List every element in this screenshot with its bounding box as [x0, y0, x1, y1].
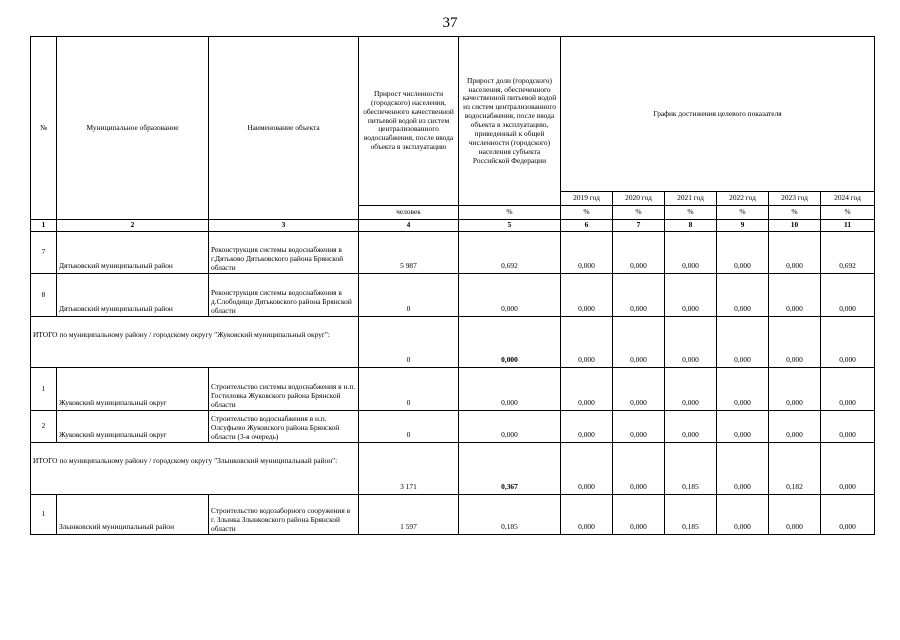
row-number: 1: [31, 495, 57, 535]
year-value-cell: 0,000: [613, 274, 665, 317]
header-population-growth: Прирост численности (городского) населения, обеспеченного качественной питьевой водой из систем централизованного водоснабжения, после ввода объекта в эксплуатацию: [359, 37, 459, 206]
year-value-cell: 0,000: [717, 232, 769, 274]
municipality-cell: Дятьковский муниципальный район: [57, 274, 209, 317]
table-row: [31, 411, 875, 443]
header-year: 2024 год: [821, 192, 875, 206]
total-share-growth: 0,000: [459, 317, 561, 368]
header-unit-year: %: [613, 206, 665, 220]
year-value-cell: 0,000: [613, 495, 665, 535]
column-number: 8: [665, 220, 717, 232]
year-value-cell: 0,000: [769, 232, 821, 274]
header-share-growth: Прирост доли (городского) населения, обеспеченного качественной питьевой водой из систем централизованного водоснабжения, после ввода объекта в эксплуатацию, приведенный к общей численности (городского) населения субъекта Российской Федерации: [459, 37, 561, 206]
header-year: 2020 год: [613, 192, 665, 206]
column-number: 9: [717, 220, 769, 232]
year-value-cell: 0,000: [561, 495, 613, 535]
header-unit-year: %: [717, 206, 769, 220]
header-unit-year: %: [769, 206, 821, 220]
row-number: 8: [31, 274, 57, 317]
population-growth-cell: 0: [359, 368, 459, 411]
year-value-cell: 0,000: [665, 274, 717, 317]
year-value-cell: 0,000: [717, 274, 769, 317]
population-growth-cell: 1 597: [359, 495, 459, 535]
total-label: ИТОГО по муниципальному району / городскому округу "Жуковский муниципальный округ":: [31, 317, 359, 368]
table-row: [31, 232, 875, 274]
column-number-row: [31, 220, 875, 232]
year-value-cell: 0,000: [769, 411, 821, 443]
year-value-cell: 0,000: [769, 368, 821, 411]
column-number: 11: [821, 220, 875, 232]
page-number: 37: [442, 15, 458, 31]
header-unit-people: человек: [359, 206, 459, 220]
table-row: [31, 274, 875, 317]
header-year: 2022 год: [717, 192, 769, 206]
header-year: 2023 год: [769, 192, 821, 206]
total-population-growth: 3 171: [359, 443, 459, 495]
total-year-value: 0,000: [821, 443, 875, 495]
year-value-cell: 0,000: [665, 411, 717, 443]
header-year: 2019 год: [561, 192, 613, 206]
header-unit-year: %: [821, 206, 875, 220]
year-value-cell: 0,000: [821, 495, 875, 535]
municipality-cell: Злынковский муниципальный район: [57, 495, 209, 535]
header-year: 2021 год: [665, 192, 717, 206]
year-value-cell: 0,000: [717, 495, 769, 535]
row-number: 2: [31, 411, 57, 443]
year-value-cell: 0,000: [821, 411, 875, 443]
year-value-cell: 0,000: [561, 368, 613, 411]
total-row: [31, 317, 875, 368]
total-year-value: 0,000: [561, 443, 613, 495]
share-growth-cell: 0,692: [459, 232, 561, 274]
year-value-cell: 0,000: [561, 232, 613, 274]
header-no: №: [31, 37, 57, 220]
total-year-value: 0,000: [717, 317, 769, 368]
row-number: 7: [31, 232, 57, 274]
population-growth-cell: 0: [359, 411, 459, 443]
total-year-value: 0,000: [717, 443, 769, 495]
column-number: 1: [31, 220, 57, 232]
share-growth-cell: 0,000: [459, 368, 561, 411]
total-year-value: 0,185: [665, 443, 717, 495]
total-share-growth: 0,367: [459, 443, 561, 495]
column-number: 4: [359, 220, 459, 232]
total-year-value: 0,000: [613, 443, 665, 495]
municipality-cell: Жуковский муниципальный округ: [57, 411, 209, 443]
year-value-cell: 0,000: [717, 411, 769, 443]
total-year-value: 0,000: [665, 317, 717, 368]
year-value-cell: 0,000: [769, 274, 821, 317]
total-year-value: 0,000: [769, 317, 821, 368]
total-population-growth: 0: [359, 317, 459, 368]
header-unit-year: %: [665, 206, 717, 220]
share-growth-cell: 0,000: [459, 274, 561, 317]
table-row: [31, 368, 875, 411]
year-value-cell: 0,185: [665, 495, 717, 535]
population-growth-cell: 5 987: [359, 232, 459, 274]
year-value-cell: 0,000: [613, 368, 665, 411]
total-row: [31, 443, 875, 495]
municipality-cell: Дятьковский муниципальный район: [57, 232, 209, 274]
year-value-cell: 0,000: [821, 274, 875, 317]
row-number: 1: [31, 368, 57, 411]
total-year-value: 0,000: [613, 317, 665, 368]
header-object: Наименование объекта: [209, 37, 359, 220]
object-name-cell: Реконструкция системы водоснабжения в г.Дятьково Дятьковского района Брянской области: [209, 232, 359, 274]
year-value-cell: 0,000: [821, 368, 875, 411]
header-unit-year: %: [561, 206, 613, 220]
municipality-cell: Жуковский муниципальный округ: [57, 368, 209, 411]
share-growth-cell: 0,000: [459, 411, 561, 443]
object-name-cell: Реконструкция системы водоснабжения в д.Слободище Дятьковского района Брянской области: [209, 274, 359, 317]
total-year-value: 0,000: [561, 317, 613, 368]
object-name-cell: Строительство системы водоснабжения в н.п. Гостиловка Жуковского района Брянской области: [209, 368, 359, 411]
year-value-cell: 0,692: [821, 232, 875, 274]
year-value-cell: 0,000: [613, 232, 665, 274]
share-growth-cell: 0,185: [459, 495, 561, 535]
year-value-cell: 0,000: [665, 232, 717, 274]
column-number: 3: [209, 220, 359, 232]
header-unit-percent: %: [459, 206, 561, 220]
table-row: [31, 495, 875, 535]
population-growth-cell: 0: [359, 274, 459, 317]
object-name-cell: Строительство водозаборного сооружения в г. Злынка Злынковского района Брянской области: [209, 495, 359, 535]
column-number: 10: [769, 220, 821, 232]
year-value-cell: 0,000: [561, 411, 613, 443]
year-value-cell: 0,000: [561, 274, 613, 317]
year-value-cell: 0,000: [769, 495, 821, 535]
header-schedule: График достижения целевого показателя: [561, 37, 875, 192]
total-year-value: 0,000: [821, 317, 875, 368]
column-number: 7: [613, 220, 665, 232]
year-value-cell: 0,000: [717, 368, 769, 411]
column-number: 6: [561, 220, 613, 232]
year-value-cell: 0,000: [665, 368, 717, 411]
year-value-cell: 0,000: [613, 411, 665, 443]
header-municipality: Муниципальное образование: [57, 37, 209, 220]
total-year-value: 0,182: [769, 443, 821, 495]
object-name-cell: Строительство водоснабжения в н.п. Олсуфьево Жуковского района Брянской области (3-я очередь): [209, 411, 359, 443]
column-number: 2: [57, 220, 209, 232]
column-number: 5: [459, 220, 561, 232]
target-indicator-table: [30, 36, 875, 535]
total-label: ИТОГО по муниципальному району / городскому округу "Злынковский муниципальный район":: [31, 443, 359, 495]
